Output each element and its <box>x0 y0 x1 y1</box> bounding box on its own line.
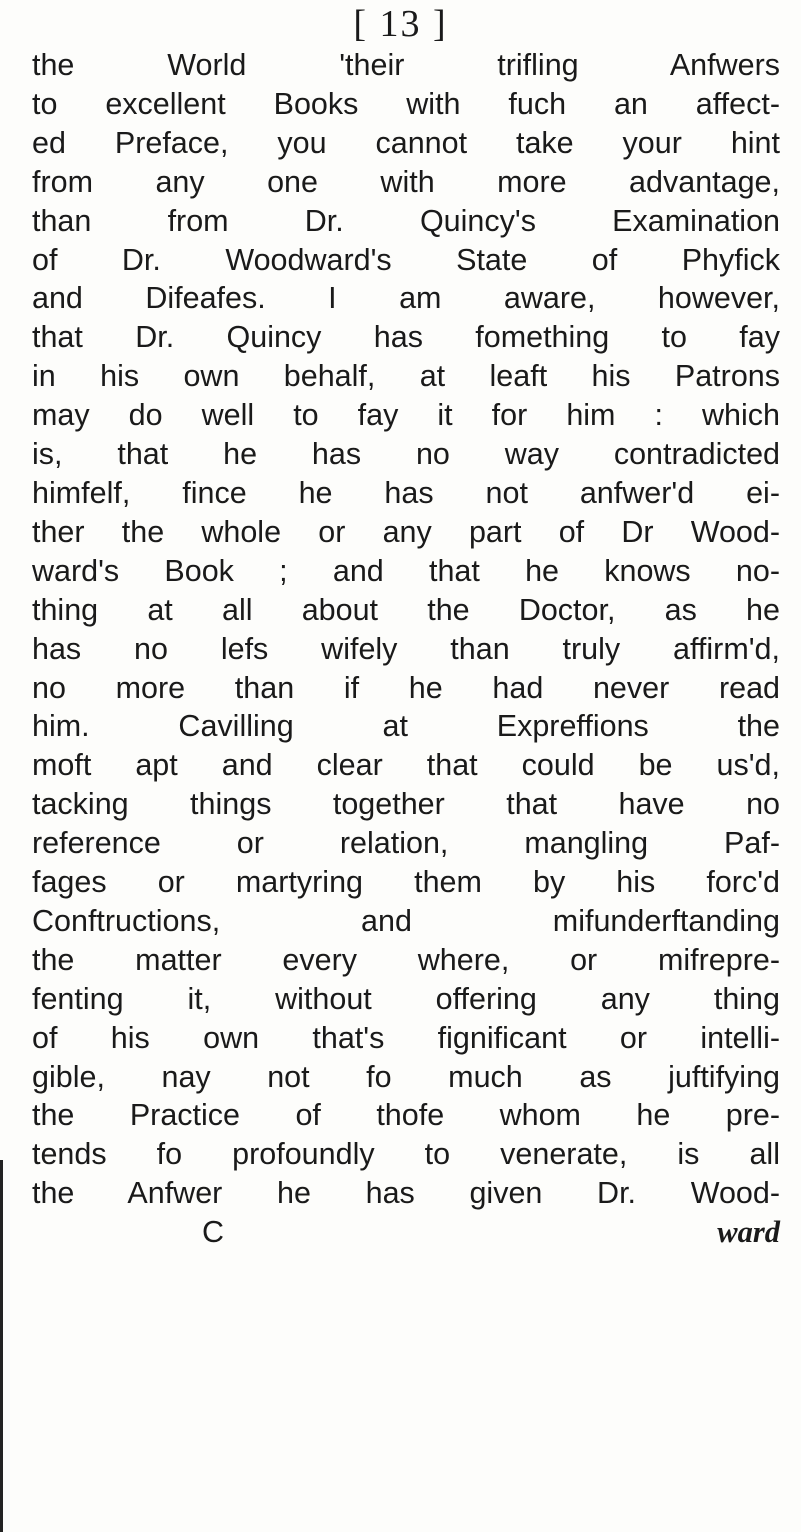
text-line: in his own behalf, at leaft his Patrons <box>32 359 780 394</box>
page-number: [ 13 ] <box>353 3 448 45</box>
catchword: ward <box>717 1215 780 1250</box>
text-line: the Practice of thofe whom he pre- <box>32 1098 780 1133</box>
signature-mark: C <box>202 1215 225 1250</box>
text-line: tends fo profoundly to venerate, is all <box>32 1137 780 1172</box>
text-line: the World 'their trifling Anfwers <box>32 48 780 82</box>
text-line: from any one with more advantage, <box>32 164 780 199</box>
text-line: and Difeafes. I am aware, however, <box>32 281 780 316</box>
text-line: himfelf, fince he has not anfwer'd ei- <box>32 475 780 510</box>
page-edge-rule <box>0 1160 3 1532</box>
text-line: moft apt and clear that could be us'd, <box>32 748 780 783</box>
text-line: thing at all about the Doctor, as he <box>32 592 780 627</box>
text-line: the matter every where, or mifrepre- <box>32 942 780 977</box>
text-line: Conftructions, and mifunderftanding <box>32 903 780 938</box>
text-line: ward's Book ; and that he knows no- <box>32 553 780 588</box>
text-line: that Dr. Quincy has fomething to fay <box>32 320 780 355</box>
text-line: is, that he has no way contradicted <box>32 437 780 472</box>
text-line: fages or martyring them by his forc'd <box>32 865 780 900</box>
text-line: ther the whole or any part of Dr Wood- <box>32 514 780 549</box>
body-text <box>32 46 780 1252</box>
text-line: may do well to fay it for him : which <box>32 398 780 433</box>
text-line: to excellent Books with fuch an affect- <box>32 86 780 121</box>
text-line: of Dr. Woodward's State of Phyfick <box>32 242 780 277</box>
text-line: of his own that's fignificant or intelli- <box>32 1020 780 1055</box>
text-line: has no lefs wifely than truly affirm'd, <box>32 631 780 666</box>
text-line: ed Preface, you cannot take your hint <box>32 125 780 160</box>
text-line: no more than if he had never read <box>32 670 780 705</box>
text-line: tacking things together that have no <box>32 787 780 822</box>
text-line: the Anfwer he has given Dr. Wood- <box>32 1176 780 1211</box>
text-line: than from Dr. Quincy's Examination <box>32 203 780 238</box>
text-line: gible, nay not fo much as juftifying <box>32 1059 780 1094</box>
text-line: reference or relation, mangling Paf- <box>32 826 780 861</box>
signature-line <box>32 1213 780 1252</box>
text-line: fenting it, without offering any thing <box>32 981 780 1016</box>
text-line: him. Cavilling at Expreffions the <box>32 709 780 744</box>
